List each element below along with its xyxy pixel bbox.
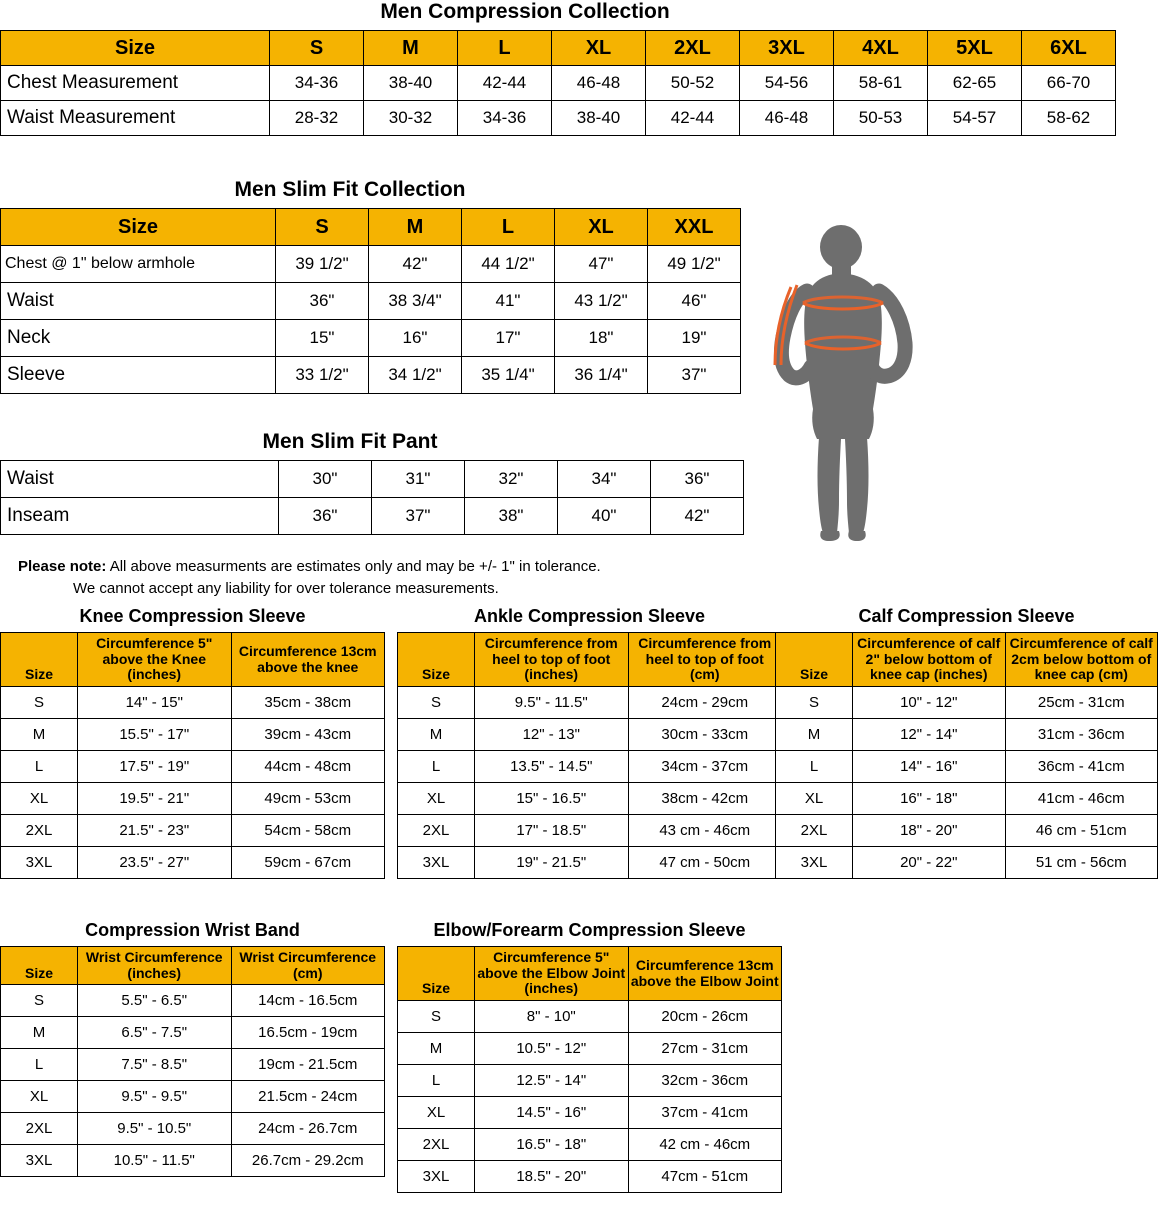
cell-size: XL (776, 783, 853, 815)
table-row (776, 751, 1158, 783)
cell-size: S (398, 1001, 475, 1033)
table-row (1, 815, 385, 847)
cell: 15.5" - 17" (78, 719, 232, 751)
cell: 18" (555, 320, 648, 357)
cell: 34 1/2" (369, 357, 462, 394)
tolerance-note (18, 556, 718, 600)
body-figure-svg (745, 225, 945, 545)
table-row (776, 847, 1158, 879)
cell: 10.5" - 12" (475, 1033, 629, 1065)
table-row (1, 783, 385, 815)
table-row (398, 1129, 782, 1161)
cell: 47 cm - 50cm (628, 847, 782, 879)
table-row (1, 1017, 385, 1049)
cell: 54-57 (928, 101, 1022, 136)
cell: 18" - 20" (853, 815, 1006, 847)
table-row (1, 751, 385, 783)
column-header-size: Size (1, 947, 78, 985)
cell: 37" (372, 498, 465, 535)
table-row (1, 498, 744, 535)
section-men-slim-fit-pant (0, 430, 710, 535)
section-title: Compression Wrist Band (85, 920, 300, 940)
table-row (1, 1081, 385, 1113)
cell: 38-40 (364, 66, 458, 101)
cell: 13.5" - 14.5" (475, 751, 629, 783)
cell: 36 1/4" (555, 357, 648, 394)
note-bold-label: Please note: (18, 558, 107, 575)
cell: 10" - 12" (853, 687, 1006, 719)
cell-size: L (776, 751, 853, 783)
cell: 42" (651, 498, 744, 535)
cell: 66-70 (1022, 66, 1116, 101)
cell: 28-32 (270, 101, 364, 136)
cell: 21.5cm - 24cm (231, 1081, 385, 1113)
cell-size: 3XL (398, 847, 475, 879)
cell-size: L (398, 1065, 475, 1097)
table-row (1, 461, 744, 498)
table-row (398, 815, 782, 847)
cell-size: S (1, 687, 78, 719)
section-men-compression-collection (0, 0, 1091, 136)
cell-size: 2XL (776, 815, 853, 847)
section-title: Men Compression Collection (380, 0, 670, 23)
column-header-cm: Circumference of calf 2cm below bottom of knee cap (cm) (1005, 633, 1158, 687)
row-label: Sleeve (1, 357, 276, 394)
section-title: Calf Compression Sleeve (858, 606, 1075, 626)
cell-size: L (1, 1049, 78, 1081)
column-header-inches: Circumference 5" above the Knee (inches) (78, 633, 232, 687)
cell: 33 1/2" (276, 357, 369, 394)
column-header-m: M (364, 31, 458, 66)
section-title: Ankle Compression Sleeve (473, 606, 706, 626)
cell-size: M (398, 1033, 475, 1065)
cell: 6.5" - 7.5" (78, 1017, 232, 1049)
section-calf-compression-sleeve (775, 606, 1158, 879)
cell-size: 3XL (398, 1161, 475, 1193)
table-row (1, 283, 741, 320)
cell: 49cm - 53cm (231, 783, 385, 815)
cell: 43 1/2" (555, 283, 648, 320)
note-line-2: We cannot accept any liability for over tolerance measurements. (73, 579, 499, 597)
column-header-xl: XL (555, 209, 648, 246)
column-header-l: L (458, 31, 552, 66)
table-header-row (1, 633, 385, 687)
cell-size: M (1, 1017, 78, 1049)
cell: 10.5" - 11.5" (78, 1145, 232, 1177)
cell: 47" (555, 246, 648, 283)
cell-size: S (398, 687, 475, 719)
cell: 35cm - 38cm (231, 687, 385, 719)
table-ankle-compression (397, 632, 782, 879)
cell: 41cm - 46cm (1005, 783, 1158, 815)
cell: 24cm - 29cm (628, 687, 782, 719)
row-label: Waist (1, 461, 279, 498)
cell: 20" - 22" (853, 847, 1006, 879)
table-row (398, 719, 782, 751)
table-row (776, 815, 1158, 847)
column-header-inches: Wrist Circumference (inches) (78, 947, 232, 985)
column-header-inches: Circumference 5" above the Elbow Joint (inches) (475, 947, 629, 1001)
table-header-row (398, 947, 782, 1001)
cell: 30-32 (364, 101, 458, 136)
cell: 15" - 16.5" (475, 783, 629, 815)
cell: 58-61 (834, 66, 928, 101)
table-row (1, 719, 385, 751)
cell: 50-52 (646, 66, 740, 101)
table-calf-compression (775, 632, 1158, 879)
column-header-cm: Circumference 13cm above the knee (231, 633, 385, 687)
column-header-size: Size (398, 633, 475, 687)
cell: 8" - 10" (475, 1001, 629, 1033)
column-header-cm: Circumference 13cm above the Elbow Joint (628, 947, 782, 1001)
cell-size: 3XL (1, 1145, 78, 1177)
cell: 12.5" - 14" (475, 1065, 629, 1097)
cell: 34" (558, 461, 651, 498)
cell: 38 3/4" (369, 283, 462, 320)
cell: 44cm - 48cm (231, 751, 385, 783)
cell-size: L (1, 751, 78, 783)
cell: 46-48 (552, 66, 646, 101)
cell: 38" (465, 498, 558, 535)
cell: 32cm - 36cm (628, 1065, 782, 1097)
section-ankle-compression-sleeve (397, 606, 782, 879)
section-elbow-forearm-compression-sleeve (397, 920, 782, 1193)
table-header-row (1, 209, 741, 246)
table-row (398, 783, 782, 815)
cell: 17.5" - 19" (78, 751, 232, 783)
column-header-m: M (369, 209, 462, 246)
table-row (1, 320, 741, 357)
cell-size: M (398, 719, 475, 751)
cell-size: S (1, 985, 78, 1017)
column-header-size: Size (1, 633, 78, 687)
table-header-row (1, 947, 385, 985)
table-wrist-band (0, 946, 385, 1177)
table-row (1, 847, 385, 879)
section-compression-wrist-band (0, 920, 385, 1177)
cell-size: XL (1, 783, 78, 815)
table-row (398, 1097, 782, 1129)
table-row (1, 1113, 385, 1145)
table-row (1, 66, 1116, 101)
cell: 16.5" - 18" (475, 1129, 629, 1161)
cell-size: M (1, 719, 78, 751)
note-line-1: All above measurments are estimates only and may be +/- 1" in tolerance. (106, 558, 601, 575)
cell: 12" - 14" (853, 719, 1006, 751)
cell: 9.5" - 9.5" (78, 1081, 232, 1113)
cell: 27cm - 31cm (628, 1033, 782, 1065)
table-row (1, 101, 1116, 136)
column-header-cm: Circumference from heel to top of foot (cm) (628, 633, 782, 687)
table-header-row (398, 633, 782, 687)
section-title: Knee Compression Sleeve (79, 606, 306, 626)
cell-size: 3XL (1, 847, 78, 879)
cell: 40" (558, 498, 651, 535)
cell: 39cm - 43cm (231, 719, 385, 751)
table-row (398, 687, 782, 719)
column-header-2xl: 2XL (646, 31, 740, 66)
cell: 23.5" - 27" (78, 847, 232, 879)
row-label: Chest Measurement (1, 66, 270, 101)
cell: 35 1/4" (462, 357, 555, 394)
column-header-4xl: 4XL (834, 31, 928, 66)
cell-size: 2XL (398, 815, 475, 847)
cell: 37" (648, 357, 741, 394)
table-row (1, 246, 741, 283)
cell: 34-36 (458, 101, 552, 136)
table-row (1, 357, 741, 394)
cell-size: 3XL (776, 847, 853, 879)
cell: 54cm - 58cm (231, 815, 385, 847)
cell: 58-62 (1022, 101, 1116, 136)
cell: 31" (372, 461, 465, 498)
cell: 39 1/2" (276, 246, 369, 283)
cell-size: 2XL (398, 1129, 475, 1161)
table-row (1, 1145, 385, 1177)
cell: 50-53 (834, 101, 928, 136)
section-title: Men Slim Fit Pant (262, 430, 438, 453)
column-header-size: Size (776, 633, 853, 687)
cell: 42" (369, 246, 462, 283)
column-header-size: Size (398, 947, 475, 1001)
cell: 19" (648, 320, 741, 357)
table-header-row (776, 633, 1158, 687)
cell-size: XL (398, 1097, 475, 1129)
column-header-xl: XL (552, 31, 646, 66)
table-men-compression (0, 30, 1116, 136)
row-label: Waist (1, 283, 276, 320)
cell: 14.5" - 16" (475, 1097, 629, 1129)
cell: 36" (279, 498, 372, 535)
table-row (398, 847, 782, 879)
cell: 14" - 15" (78, 687, 232, 719)
cell: 36" (651, 461, 744, 498)
table-row (776, 783, 1158, 815)
cell: 18.5" - 20" (475, 1161, 629, 1193)
cell-size: 2XL (1, 1113, 78, 1145)
column-header-inches: Circumference from heel to top of foot (inches) (475, 633, 629, 687)
row-label: Inseam (1, 498, 279, 535)
cell: 26.7cm - 29.2cm (231, 1145, 385, 1177)
section-title: Men Slim Fit Collection (234, 178, 466, 201)
cell-size: M (776, 719, 853, 751)
table-header-row (1, 31, 1116, 66)
cell: 43 cm - 46cm (628, 815, 782, 847)
cell: 16" (369, 320, 462, 357)
table-row (1, 985, 385, 1017)
cell: 20cm - 26cm (628, 1001, 782, 1033)
column-header-cm: Wrist Circumference (cm) (231, 947, 385, 985)
cell: 16" - 18" (853, 783, 1006, 815)
cell-size: L (398, 751, 475, 783)
cell: 34cm - 37cm (628, 751, 782, 783)
cell: 24cm - 26.7cm (231, 1113, 385, 1145)
column-header-5xl: 5XL (928, 31, 1022, 66)
column-header-3xl: 3XL (740, 31, 834, 66)
row-label: Waist Measurement (1, 101, 270, 136)
cell: 38-40 (552, 101, 646, 136)
table-row (1, 1049, 385, 1081)
cell: 38cm - 42cm (628, 783, 782, 815)
cell: 25cm - 31cm (1005, 687, 1158, 719)
column-header-size: Size (1, 31, 270, 66)
cell: 19cm - 21.5cm (231, 1049, 385, 1081)
cell: 17" (462, 320, 555, 357)
row-label: Chest @ 1" below armhole (1, 246, 276, 283)
cell-size: XL (398, 783, 475, 815)
column-header-inches: Circumference of calf 2" below bottom of knee cap (inches) (853, 633, 1006, 687)
cell: 42-44 (458, 66, 552, 101)
section-knee-compression-sleeve (0, 606, 385, 879)
cell: 19" - 21.5" (475, 847, 629, 879)
cell: 30" (279, 461, 372, 498)
cell: 9.5" - 11.5" (475, 687, 629, 719)
cell: 16.5cm - 19cm (231, 1017, 385, 1049)
cell: 7.5" - 8.5" (78, 1049, 232, 1081)
cell: 36cm - 41cm (1005, 751, 1158, 783)
table-row (776, 719, 1158, 751)
cell: 15" (276, 320, 369, 357)
column-header-xxl: XXL (648, 209, 741, 246)
cell-size: S (776, 687, 853, 719)
cell-size: XL (1, 1081, 78, 1113)
cell: 51 cm - 56cm (1005, 847, 1158, 879)
column-header-s: S (276, 209, 369, 246)
table-row (398, 1065, 782, 1097)
cell: 46" (648, 283, 741, 320)
section-men-slim-fit-collection (0, 178, 721, 394)
cell: 30cm - 33cm (628, 719, 782, 751)
cell: 9.5" - 10.5" (78, 1113, 232, 1145)
column-header-6xl: 6XL (1022, 31, 1116, 66)
cell: 46 cm - 51cm (1005, 815, 1158, 847)
column-header-size: Size (1, 209, 276, 246)
cell: 14cm - 16.5cm (231, 985, 385, 1017)
table-men-slim-fit-pant (0, 460, 744, 535)
table-row (398, 1161, 782, 1193)
cell: 17" - 18.5" (475, 815, 629, 847)
cell: 36" (276, 283, 369, 320)
cell: 49 1/2" (648, 246, 741, 283)
cell: 54-56 (740, 66, 834, 101)
section-title: Elbow/Forearm Compression Sleeve (433, 920, 746, 940)
cell: 14" - 16" (853, 751, 1006, 783)
cell: 19.5" - 21" (78, 783, 232, 815)
table-row (398, 1033, 782, 1065)
table-row (398, 1001, 782, 1033)
cell: 59cm - 67cm (231, 847, 385, 879)
table-men-slim-fit (0, 208, 741, 394)
table-row (398, 751, 782, 783)
cell: 62-65 (928, 66, 1022, 101)
column-header-s: S (270, 31, 364, 66)
cell: 42 cm - 46cm (628, 1129, 782, 1161)
table-elbow-forearm (397, 946, 782, 1193)
cell: 32" (465, 461, 558, 498)
cell: 41" (462, 283, 555, 320)
cell: 34-36 (270, 66, 364, 101)
cell: 21.5" - 23" (78, 815, 232, 847)
cell: 44 1/2" (462, 246, 555, 283)
cell: 37cm - 41cm (628, 1097, 782, 1129)
table-knee-compression (0, 632, 385, 879)
cell: 42-44 (646, 101, 740, 136)
table-row (1, 687, 385, 719)
cell: 12" - 13" (475, 719, 629, 751)
cell: 5.5" - 6.5" (78, 985, 232, 1017)
cell-size: 2XL (1, 815, 78, 847)
table-row (776, 687, 1158, 719)
row-label: Neck (1, 320, 276, 357)
cell: 47cm - 51cm (628, 1161, 782, 1193)
male-body-figure-illustration (745, 225, 945, 545)
column-header-l: L (462, 209, 555, 246)
cell: 46-48 (740, 101, 834, 136)
cell: 31cm - 36cm (1005, 719, 1158, 751)
